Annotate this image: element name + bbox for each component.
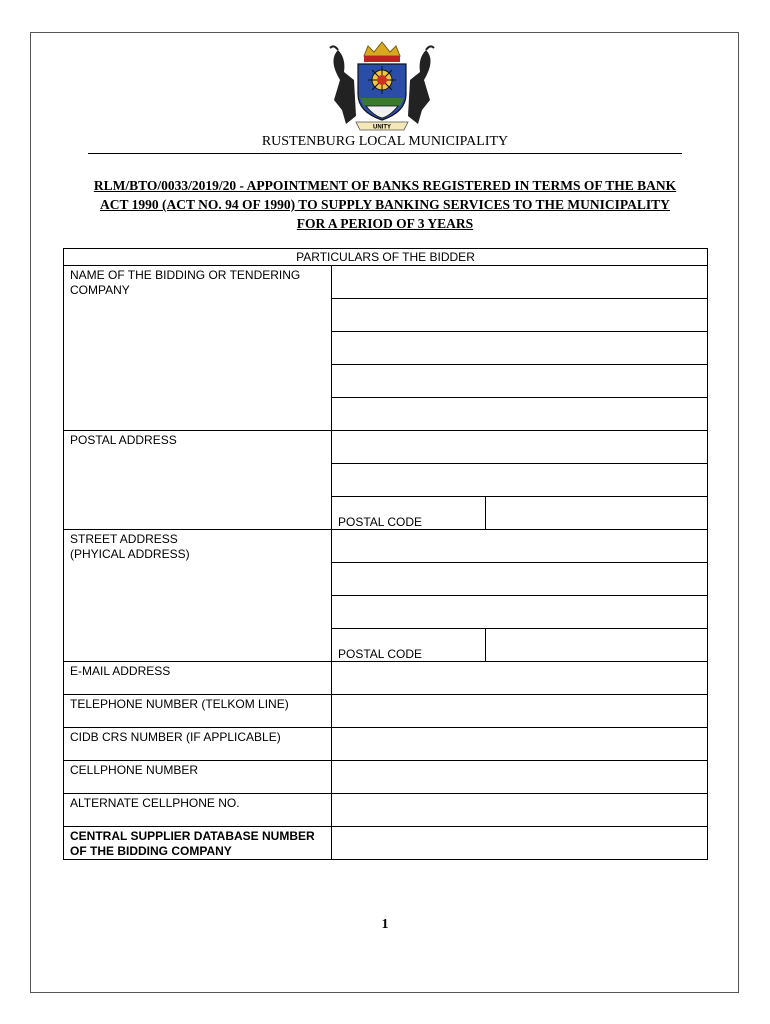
postal-address-field-1[interactable] [332,431,708,464]
cidb-field[interactable] [332,728,708,761]
postal-code-field[interactable] [486,497,708,530]
alt-cellphone-field[interactable] [332,794,708,827]
street-address-text: STREET ADDRESS [70,532,178,546]
bidder-particulars-table [63,248,708,860]
cellphone-field[interactable] [332,761,708,794]
postal-code-label: POSTAL CODE [332,497,486,530]
csd-field[interactable] [332,827,708,860]
street-address-field-1[interactable] [332,530,708,563]
company-name-field-5[interactable] [332,398,708,431]
crest-motto: UNITY [373,124,391,131]
alt-cellphone-label: ALTERNATE CELLPHONE NO. [64,794,332,827]
header-divider [88,153,682,154]
cellphone-label: CELLPHONE NUMBER [64,761,332,794]
telephone-field[interactable] [332,695,708,728]
postal-address-field-2[interactable] [332,464,708,497]
street-address-subtext: (PHYICAL ADDRESS) [70,547,190,561]
street-postal-code-field[interactable] [486,629,708,662]
street-address-field-2[interactable] [332,563,708,596]
company-name-field-4[interactable] [332,365,708,398]
company-name-field-3[interactable] [332,332,708,365]
telephone-label: TELEPHONE NUMBER (TELKOM LINE) [64,695,332,728]
cidb-label: CIDB CRS NUMBER (IF APPLICABLE) [64,728,332,761]
municipality-name: RUSTENBURG LOCAL MUNICIPALITY [261,134,509,149]
email-field[interactable] [332,662,708,695]
csd-label: CENTRAL SUPPLIER DATABASE NUMBER OF THE BIDDING COMPANY [64,827,332,860]
email-label: E-MAIL ADDRESS [64,662,332,695]
page-number: 1 [381,917,389,932]
company-name-field-2[interactable] [332,299,708,332]
street-postal-code-label: POSTAL CODE [332,629,486,662]
document-title: RLM/BTO/0033/2019/20 - APPOINTMENT OF BANKS REGISTERED IN TERMS OF THE BANK ACT 1990 (ACT NO. 94 OF 1990) TO SUPPLY BANKING SERVICES TO THE MUNICIPALITY FOR A PERIOD OF 3 YEARS [93,178,677,231]
postal-address-label: POSTAL ADDRESS [64,431,332,530]
coat-of-arms-icon [320,40,444,132]
street-address-label [64,530,332,662]
street-address-field-3[interactable] [332,596,708,629]
company-name-label: NAME OF THE BIDDING OR TENDERING COMPANY [64,266,332,431]
section-title: PARTICULARS OF THE BIDDER [64,249,708,266]
company-name-field-1[interactable] [332,266,708,299]
